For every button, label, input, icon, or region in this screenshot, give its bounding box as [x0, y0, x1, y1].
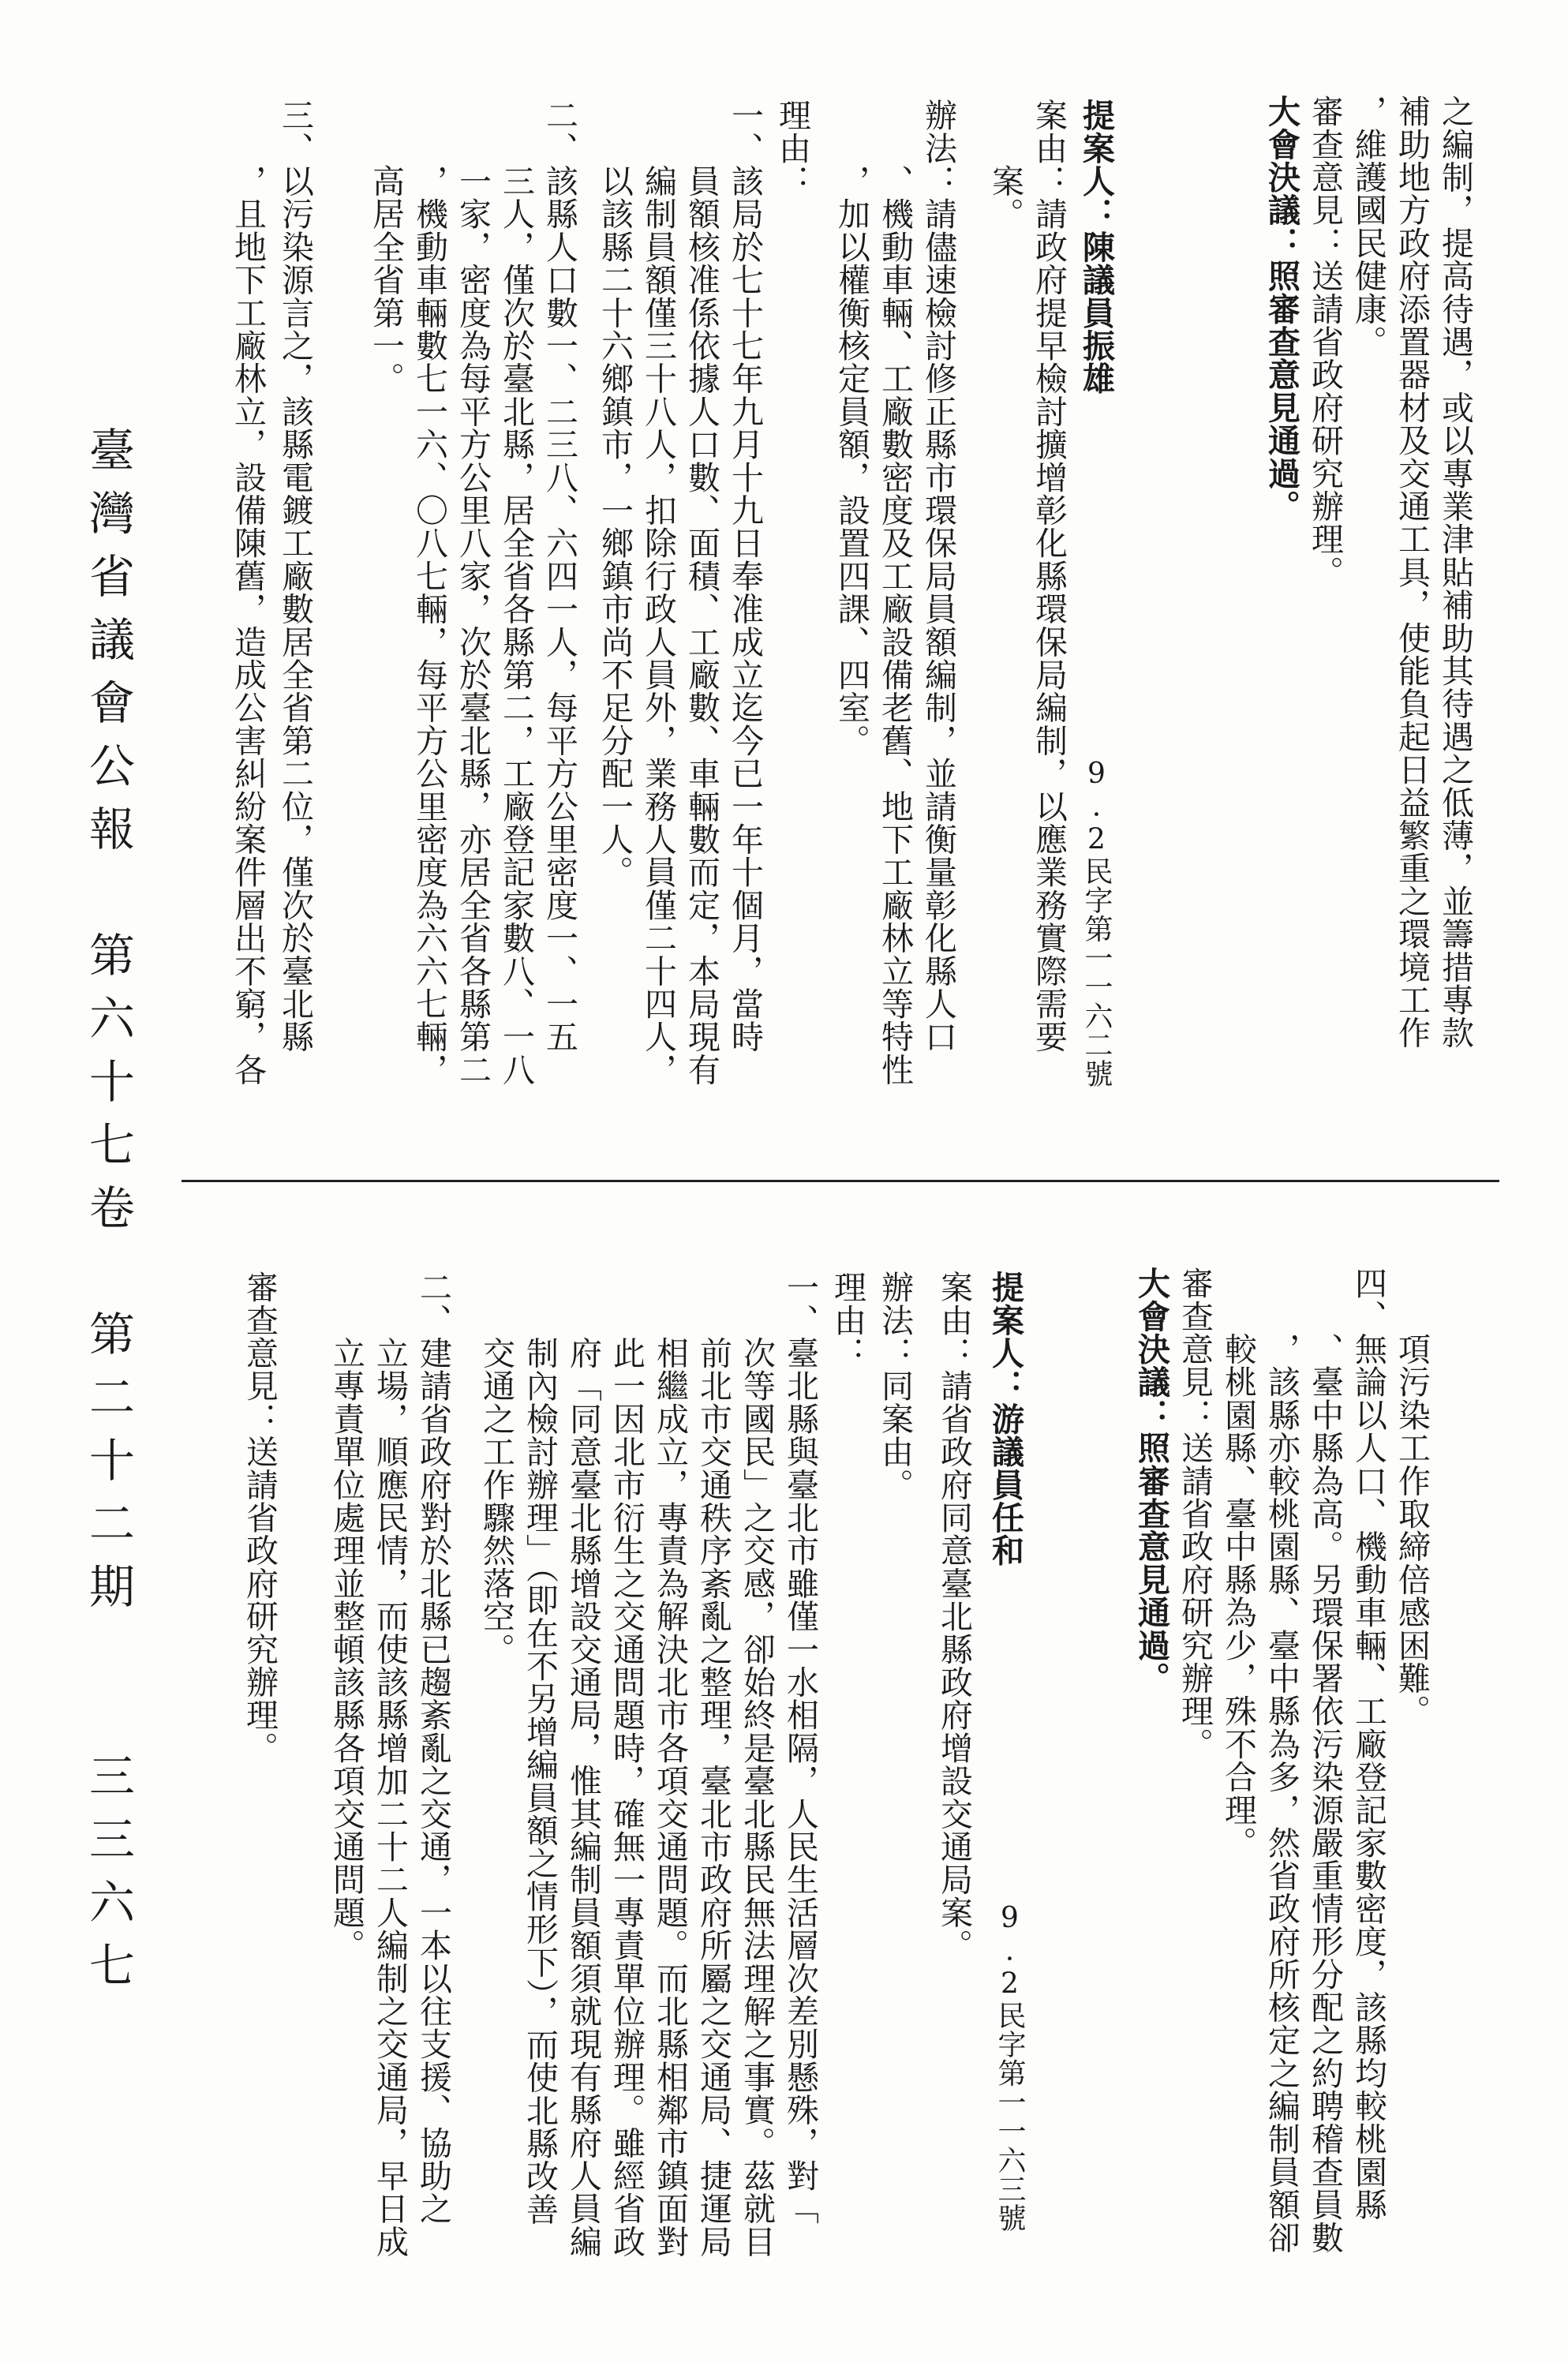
proposer-name: 陳議員振雄 — [1077, 230, 1115, 395]
reason-1162-line-1: 一、該局於七十七年九月十九日奉准成立迄今已一年十個月，當時 — [726, 99, 764, 1054]
reason-1163-line-9: 二、建請省政府對於北縣已趨紊亂之交通，一本以往支援、協助之 — [414, 1271, 452, 2225]
method-1162-line-3: ，加以權衡核定員額，設置四課、四室。 — [833, 99, 870, 757]
proposer-1163 — [982, 1271, 1028, 1567]
proposer-name: 游議員任和 — [986, 1402, 1024, 1567]
review-opinion-2: 審查意見：送請省政府研究辦理。 — [1176, 1267, 1214, 1761]
reason-1163-line-8: 交通之工作驟然落空。 — [477, 1271, 515, 1666]
proposer-1162 — [1073, 99, 1119, 395]
reason-1162-line-2: 員額核准係依據人口數、面積、工廠數、車輛數而定，本局現有 — [683, 99, 720, 1086]
journal-issue: 第二十二期 — [81, 1310, 135, 1626]
reason-1163-line-1: 一、臺北縣與臺北市雖僅一水相隔，人民生活層次差別懸殊，對「 — [781, 1271, 819, 2225]
assembly-resolution-2: 大會決議：照審查意見通過。 — [1132, 1267, 1170, 1695]
proposal-number-1162: 9.2民字第一一六二號 — [1080, 758, 1113, 1088]
continued-line-4: ，該縣亦較桃園縣、臺中縣為多，然省政府所核定之編制員額卻 — [1263, 1267, 1300, 2254]
reason-1162-line-3: 編制員額僅三十八人，扣除行政人員外，業務人員僅二十四人， — [639, 99, 677, 1086]
section-divider — [181, 1180, 1499, 1182]
reason-1163-line-11: 立專責單位處理並整頓該縣各項交通問題。 — [327, 1271, 365, 1962]
reason-1162-line-6: 三人，僅次於臺北縣，居全省各縣第二，工廠登記家數八、一八 — [497, 99, 535, 1086]
proposer-label: 提案人： — [986, 1271, 1024, 1402]
subject-1163: 案由：請省政府同意臺北縣政府增設交通局案。 — [935, 1271, 973, 1962]
reason-1162-line-9: 高居全省第一。 — [367, 99, 405, 395]
method-1162-line-2: 、機動車輛、工廠數密度及工廠設備老舊、地下工廠林立等特性 — [876, 99, 914, 1086]
reason-label-1162: 理由： — [773, 99, 811, 198]
subject-1162-line-1: 案由：請政府提早檢討擴增彰化縣環保局編制，以應業務實際需要 — [1030, 99, 1068, 1054]
top-block-line-2: 補助地方政府添置器材及交通工具，使能負起日益繁重之環境工作 — [1393, 95, 1431, 1050]
method-1163: 辦法：同案由。 — [876, 1271, 914, 1501]
page-number: 三三六七 — [81, 1752, 135, 2005]
reason-1163-line-5: 此一因北市衍生之交通問題時，確無一專責單位辦理。雖經省政 — [608, 1271, 646, 2258]
review-opinion-3: 審查意見：送請省政府研究辦理。 — [241, 1271, 279, 1765]
reason-label-1163: 理由： — [829, 1271, 866, 1370]
journal-volume: 第六十七卷 — [81, 931, 135, 1247]
continued-line-2: 四、無論以人口、機動車輛、工廠登記家數密度，該縣均較桃園縣 — [1349, 1267, 1387, 2222]
continued-line-5: 較桃園縣、臺中縣為少，殊不合理。 — [1219, 1267, 1257, 1859]
journal-footer — [75, 426, 141, 2005]
reason-1162-line-10: 三、以污染源言之，該縣電鍍工廠數居全省第二位，僅次於臺北縣 — [276, 99, 314, 1054]
reason-1163-line-2: 次等國民」之交感，卻始終是臺北縣民無法理解之事實。茲就目 — [738, 1271, 776, 2258]
continued-line-3: 、臺中縣為高。另環保署依污染源嚴重情形分配之約聘稽查員數 — [1306, 1267, 1344, 2254]
assembly-resolution-1: 大會決議：照審查意見通過。 — [1263, 95, 1300, 523]
top-block-line-1: 之編制，提高待遇，或以專業津貼補助其待遇之低薄，並籌措專款 — [1436, 95, 1474, 1050]
method-1162-line-1: 辦法：請儘速檢討修正縣市環保局員額編制，並請衡量彰化縣人口 — [919, 99, 957, 1054]
continued-line-1: 項污染工作取締倍感困難。 — [1393, 1267, 1431, 1728]
reason-1163-line-10: 立場，順應民情，而使該縣增加二十二人編制之交通局，早日成 — [371, 1271, 409, 2258]
review-opinion-1: 審查意見：送請省政府研究辦理。 — [1306, 95, 1344, 589]
reason-1163-line-7: 制內檢討辦理」（即在不另增編員額之情形下），而使北縣改善 — [521, 1271, 559, 2225]
reason-1162-line-8: ，機動車輛數七一六、〇八七輛，每平方公里密度為六六七輛， — [410, 99, 448, 1086]
reason-1162-line-7: 一家，密度為每平方公里八家，次於臺北縣，亦居全省各縣第二 — [454, 99, 492, 1086]
top-block-line-3: ，維護國民健康。 — [1349, 95, 1387, 358]
reason-1162-line-4: 以該縣二十六鄉鎮市，一鄉鎮市尚不足分配一人。 — [596, 99, 634, 889]
proposal-number-1163: 9.2民字第一一六三號 — [994, 1902, 1026, 2233]
reason-1163-line-3: 前北市交通秩序紊亂之整理，臺北市政府所屬之交通局、捷運局 — [694, 1271, 732, 2258]
journal-title: 臺灣省議會公報 — [81, 426, 135, 868]
reason-1162-line-5: 二、該縣人口數一、二三八、六四一人，每平方公里密度一、一五 — [541, 99, 578, 1054]
subject-1162-line-2: 案。 — [986, 99, 1024, 230]
reason-1162-line-11: ，且地下工廠林立，設備陳舊，造成公害糾紛案件層出不窮，各 — [229, 99, 267, 1086]
reason-1163-line-4: 相繼成立，專責為解決北市各項交通問題。而北縣相鄰市鎮面對 — [651, 1271, 689, 2258]
reason-1163-line-6: 府「同意臺北縣增設交通局，惟其編制員額須就現有縣府人員編 — [564, 1271, 602, 2258]
proposer-label: 提案人： — [1077, 99, 1115, 230]
